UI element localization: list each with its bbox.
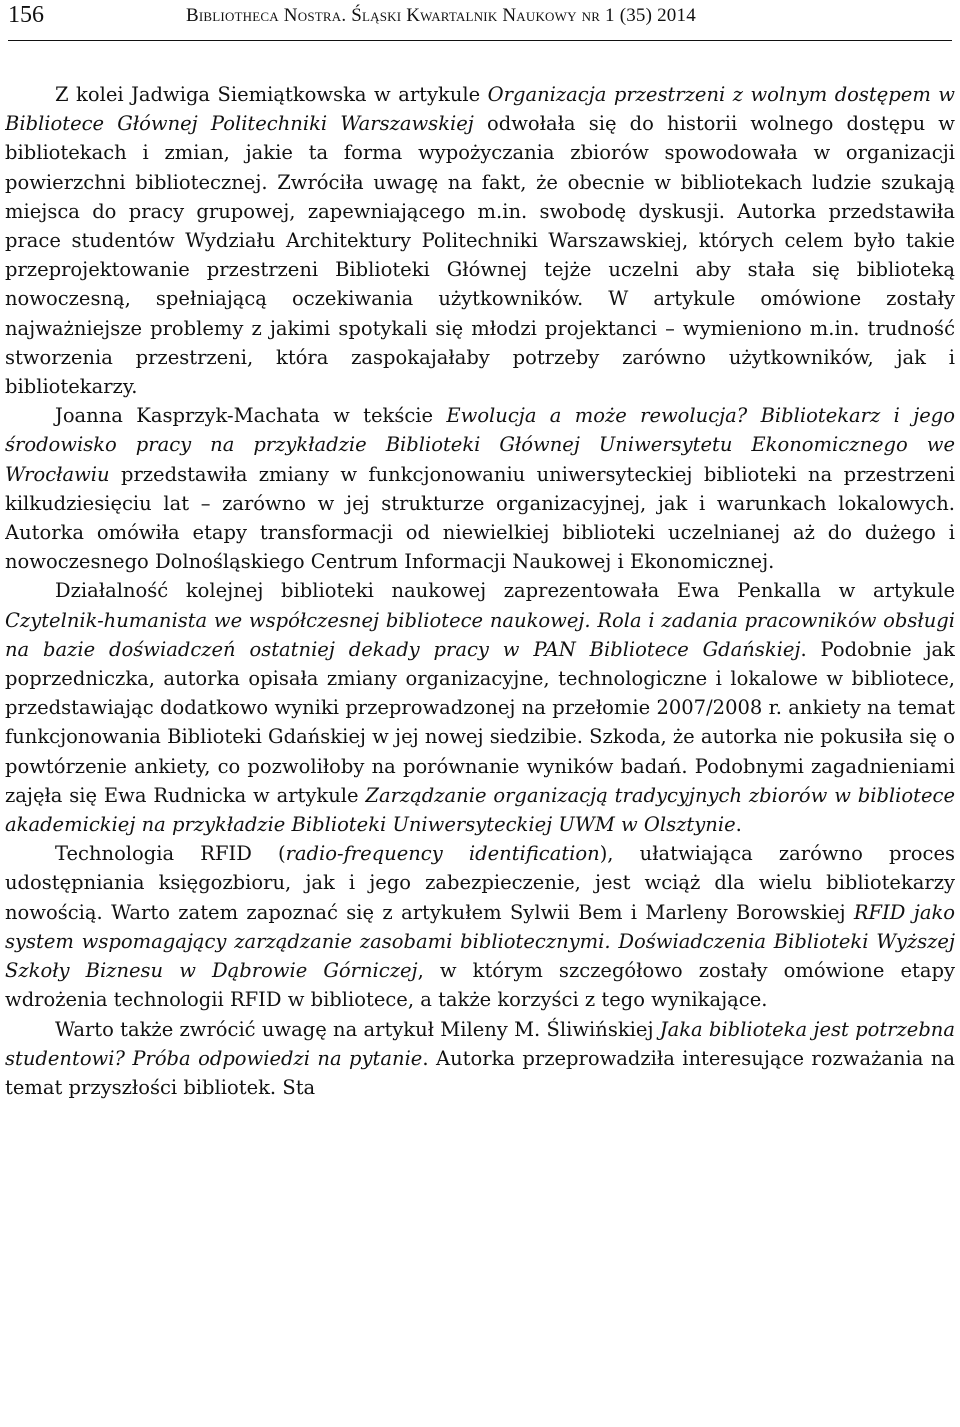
running-head-title: Bibliotheca Nostra. Śląski Kwartalnik Naukowy nr 1 (35) 2014 <box>186 5 696 26</box>
text-run: Z kolei Jadwiga Siemiątkowska w artykule <box>55 83 488 106</box>
text-run: odwołała się do historii wolnego dostępu w bibliotekach i zmian, jakie ta forma wypożyczania zbiorów spowodowała w organizacji powierzchni bibliotecznej. Zwróciła uwagę na fakt, że obecnie w bibliotekach ludzie szukają miejsca do pracy grupowej, zapewniającego m.in. swobodę dyskusji. Autorka przedstawiła prace studentów Wydziału Architektury Politechniki Warszawskiej, których celem było takie przeprojektowanie przestrzeni Biblioteki Głównej tejże uczelni aby stała się biblioteką nowoczesną, spełniającą oczekiwania użytkowników. W artykule omówione zostały najważniejsze problemy z jakimi spotykali się młodzi projektanci – wymieniono m.in. trudność stworzenia przestrzeni, która zaspokajałaby potrzeby zarówno użytkowników, jak i bibliotekarzy. <box>5 112 955 399</box>
body-text <box>5 80 955 1427</box>
text-run: Działalność kolejnej biblioteki naukowej zaprezentowała Ewa Penkalla w artykule <box>55 579 955 603</box>
italic-title-run: Zarządzanie organizacją tradycyjnych zbiorów w bibliotece akademickiej na przykładzie Biblioteki Uniwersyteckiej UWM w Olsztynie <box>5 783 955 837</box>
text-run: przedstawiła zmiany w funkcjonowaniu uniwersyteckiej biblioteki na przestrzeni kilkudziesięciu lat – zarówno w jej strukturze organizacyjnej, jak i warunkach lokalowych. Autorka omówiła etapy transformacji od niewielkiej biblioteki uczelnianej aż do dużego i nowoczesnego Dolnośląskiego Centrum Informacji Naukowej i Ekonomicznej. <box>5 462 955 574</box>
running-header <box>8 0 952 41</box>
text-run: . Podobnie jak poprzedniczka, autorka opisała zmiany organizacyjne, technologiczne i lokalowe w bibliotece, przedstawiając dodatkowo wyniki przeprowadzonej na przełomie 2007/2008 r. ankiety na temat funkcjonowania Biblioteki Gdańskiej w jej nowej siedzibie. Szkoda, że autorka nie pokusiła się o powtórzenie ankiety, co pozwoliłoby na porównanie wyników badań. Podobnymi zagadnieniami zajęła się Ewa Rudnicka w artykule <box>5 637 955 807</box>
text-run: , w którym szczegółowo zostały omówione etapy wdrożenia technologii RFID w bibliotece, a także korzyści z tego wynikające. <box>5 959 955 1012</box>
italic-title-run: radio-frequency identification <box>285 842 600 866</box>
paragraph <box>5 839 955 1014</box>
text-run: Warto także zwrócić uwagę na artykuł Mileny M. Śliwińskiej <box>55 1017 660 1041</box>
page-number: 156 <box>8 2 44 28</box>
text-run: . Autorka przeprowadziła interesujące rozważania na temat przyszłości bibliotek. Sta <box>5 1046 955 1099</box>
text-run: . <box>735 813 742 837</box>
italic-title-run: Ewolucja a może rewolucja? Bibliotekarz i jego środowisko pracy na przykładzie Biblioteki Głównej Uniwersytetu Ekonomicznego we Wrocławiu <box>5 404 955 486</box>
paragraph <box>5 80 955 401</box>
text-run: Technologia RFID ( <box>55 842 286 866</box>
italic-title-run: Jaka biblioteka jest potrzebna studentowi? Próba odpowiedzi na pytanie <box>5 1017 955 1070</box>
text-run: ), ułatwiająca zarówno proces udostępniania księgozbioru, jak i jego zabezpieczenie, jest wciąż dla wielu bibliotekarzy nowością. Warto zatem zapoznać się z artykułem Sylwii Bem i Marleny Borowskiej <box>5 842 955 924</box>
paragraph <box>5 576 955 839</box>
italic-title-run: RFID jako system wspomagający zarządzanie zasobami bibliotecznymi. Doświadczenia Biblioteki Wyższej Szkoły Biznesu w Dąbrowie Górniczej <box>5 900 955 983</box>
paragraph <box>5 401 955 576</box>
text-run: Joanna Kasprzyk-Machata w tekście <box>55 404 447 428</box>
italic-title-run: Czytelnik-humanista we współczesnej bibliotece naukowej. Rola i zadania pracowników obsługi na bazie doświadczeń ostatniej dekady pracy w PAN Bibliotece Gdańskiej <box>5 608 955 661</box>
italic-title-run: Organizacja przestrzeni z wolnym dostępem w Bibliotece Głównej Politechniki Warszawskiej <box>5 83 955 136</box>
paragraph <box>5 1015 955 1103</box>
